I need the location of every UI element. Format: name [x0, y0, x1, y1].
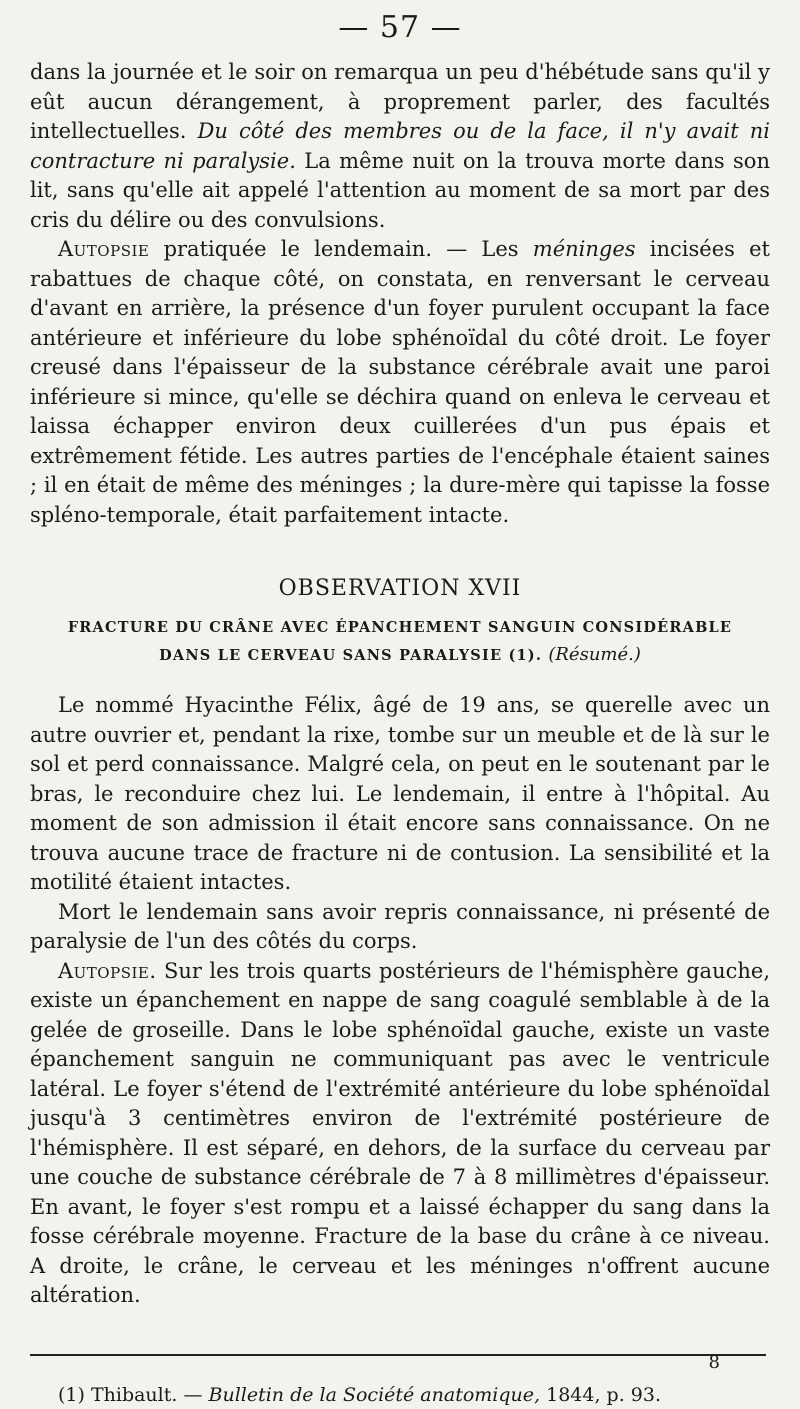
- paragraph-continuation: [30, 58, 770, 235]
- subtitle-line-2: [30, 641, 770, 669]
- paragraph-autopsie-2: [30, 957, 770, 1311]
- autopsie-label-1: Autopsie: [58, 237, 150, 261]
- autopsie-label-2: Autopsie.: [58, 958, 157, 983]
- subtitle-line-1: FRACTURE DU CRÂNE AVEC ÉPANCHEMENT SANGUIN CONSIDÉRABLE: [67, 619, 733, 636]
- footnote-text-a: (1) Thibault. —: [58, 1383, 209, 1406]
- subtitle-line-2-text: DANS LE CERVEAU SANS PARALYSIE (1).: [159, 647, 543, 664]
- observation-title: OBSERVATION XVII: [278, 576, 522, 601]
- footnote: [30, 1381, 770, 1409]
- footnote-text-b: 1844, p. 93.: [540, 1383, 661, 1406]
- footnote-italic: Bulletin de la Société anatomique,: [208, 1383, 541, 1406]
- paragraph-autopsie-1: [30, 235, 770, 530]
- subtitle-resume: (Résumé.): [548, 644, 641, 665]
- para2-text-a: pratiquée le lendemain. — Les: [149, 237, 533, 261]
- para1-italic: Du côté des membres ou de la face, il n'y avait ni contracture ni paralysie.: [30, 119, 771, 173]
- para2-italic: méninges: [532, 237, 636, 261]
- para5-text: Sur les trois quarts postérieurs de l'hémisphère gauche, existe un épanchement en nappe de sang coagulé semblable à de la gelée de groseille. Dans le lobe sphénoïdal gauche, existe un vaste épanchement sanguin ne communiquant pas avec le ventricule latéral. Le foyer s'étend de l'extrémité antérieure du lobe sphénoïdal jusqu'à 3 centimètres environ de l'extrémité postérieure de l'hémisphère. Il est séparé, en dehors, de la surface du cerveau par une couche de substance cérébrale de 7 à 8 millimètres d'épaisseur. En avant, le foyer s'est rompu et a laissé échapper du sang dans la fosse cérébrale moyenne. Fracture de la base du crâne à ce niveau. A droite, le crâne, le cerveau et les méninges n'offrent aucune altération.: [30, 958, 770, 1307]
- para1-text-a: dans la journée et le soir on remarqua un peu d'hébétude sans qu'il y eût aucun dérangement, à proprement parler, des facultés intellectuelles.: [30, 60, 770, 143]
- para2-text-b: incisées et rabattues de chaque côté, on constata, en renversant le cerveau d'avant en arrière, la présence d'un foyer purulent occupant la face antérieure et inférieure du lobe sphénoïdal du côté droit. Le foyer creusé dans l'épaisseur de la substance cérébrale avait une paroi inférieure si mince, qu'elle se déchira quand on enleva le cerveau et laissa échapper environ deux cuillerées d'un pus épais et extrêmement fétide. Les autres parties de l'encéphale étaient saines ; il en était de même des méninges ; la dure-mère qui tapisse la fosse spléno-temporale, était parfaitement intacte.: [30, 237, 770, 527]
- paragraph-case: Le nommé Hyacinthe Félix, âgé de 19 ans, se querelle avec un autre ouvrier et, pendant la rixe, tombe sur un meuble et de là sur le sol et perd connaissance. Malgré cela, on peut en le soutenant par le bras, le reconduire chez lui. Le lendemain, il entre à l'hôpital. Au moment de son admission il était encore sans connaissance. On ne trouva aucune trace de fracture ni de contusion. La sensibilité et la motilité étaient intactes.: [30, 693, 770, 894]
- para1-text-b: La même nuit on la trouva morte dans son lit, sans qu'elle ait appelé l'attention au moment de sa mort par des cris du délire ou des convulsions.: [30, 148, 770, 232]
- observation-subtitle: [30, 614, 770, 669]
- footnote-divider: [30, 1354, 766, 1356]
- signature-mark: 8: [708, 1352, 720, 1373]
- page-number: — 57 —: [338, 10, 462, 45]
- paragraph-death: Mort le lendemain sans avoir repris connaissance, ni présenté de paralysie de l'un des côtés du corps.: [30, 899, 770, 953]
